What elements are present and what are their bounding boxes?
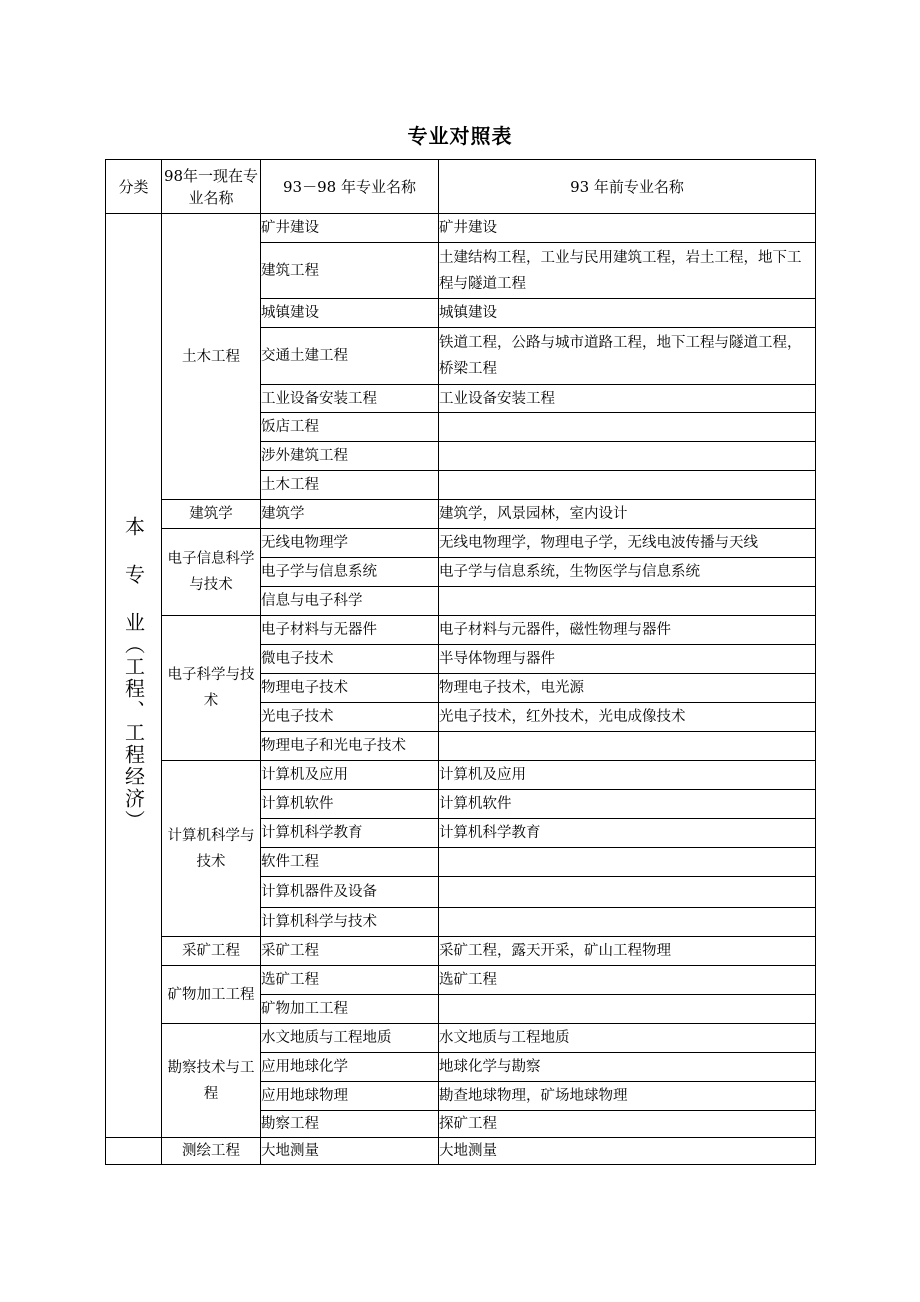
page-title: 专业对照表: [407, 124, 513, 148]
mid-major-cell: 城镇建设: [261, 299, 439, 328]
old-major-cell: 电子学与信息系统，生物医学与信息系统: [439, 558, 816, 587]
mid-major-cell: 电子学与信息系统: [261, 558, 439, 587]
table-row: [106, 529, 816, 558]
old-major-cell: 光电子技术，红外技术，光电成像技术: [439, 703, 816, 732]
mid-major-cell: 计算机科学教育: [261, 819, 439, 848]
mid-major-cell: 勘察工程: [261, 1111, 439, 1138]
old-major-cell: 无线电物理学，物理电子学，无线电波传播与天线: [439, 529, 816, 558]
group-civil-engineering: 土木工程: [162, 214, 261, 500]
table-row: [106, 1024, 816, 1053]
category-main: [106, 214, 162, 1138]
mid-major-cell: 物理电子技术: [261, 674, 439, 703]
mid-major-cell: 软件工程: [261, 848, 439, 877]
table-header-row: [106, 160, 816, 214]
mid-major-cell: 计算机器件及设备: [261, 877, 439, 908]
old-major-cell: 采矿工程，露天开采，矿山工程物理: [439, 937, 816, 966]
mid-major-cell: 计算机及应用: [261, 761, 439, 790]
old-major-cell: 探矿工程: [439, 1111, 816, 1138]
old-major-cell: [439, 413, 816, 442]
table-row: [106, 616, 816, 645]
old-major-cell: 电子材料与元器件，磁性物理与器件: [439, 616, 816, 645]
old-major-cell: 勘查地球物理，矿场地球物理: [439, 1082, 816, 1111]
table-row: [106, 937, 816, 966]
mid-major-cell: 选矿工程: [261, 966, 439, 995]
mid-major-cell: 计算机软件: [261, 790, 439, 819]
mid-major-cell: 矿井建设: [261, 214, 439, 243]
old-major-cell: [439, 587, 816, 616]
mid-major-cell: 采矿工程: [261, 937, 439, 966]
old-major-cell: [439, 442, 816, 471]
table-row: [106, 761, 816, 790]
old-major-cell: 地球化学与勘察: [439, 1053, 816, 1082]
old-major-cell: [439, 848, 816, 877]
mid-major-cell: 大地测量: [261, 1138, 439, 1165]
mid-major-cell: 物理电子和光电子技术: [261, 732, 439, 761]
mid-major-cell: 信息与电子科学: [261, 587, 439, 616]
mid-major-cell: 建筑工程: [261, 243, 439, 299]
old-major-cell: [439, 995, 816, 1024]
old-major-cell: 建筑学，风景园林，室内设计: [439, 500, 816, 529]
old-major-cell: 计算机科学教育: [439, 819, 816, 848]
old-major-cell: [439, 877, 816, 908]
mid-major-cell: 光电子技术: [261, 703, 439, 732]
group-mining-engineering: 采矿工程: [162, 937, 261, 966]
table-row: [106, 214, 816, 243]
old-major-cell: 物理电子技术，电光源: [439, 674, 816, 703]
old-major-cell: 水文地质与工程地质: [439, 1024, 816, 1053]
old-major-cell: 土建结构工程，工业与民用建筑工程，岩土工程，地下工程与隧道工程: [439, 243, 816, 299]
mid-major-cell: 无线电物理学: [261, 529, 439, 558]
mid-major-cell: 土木工程: [261, 471, 439, 500]
header-93-98-major: 93－98 年专业名称: [261, 160, 439, 214]
group-geomatics: 测绘工程: [162, 1138, 261, 1165]
old-major-cell: 选矿工程: [439, 966, 816, 995]
mid-major-cell: 矿物加工工程: [261, 995, 439, 1024]
old-major-cell: 计算机及应用: [439, 761, 816, 790]
header-category: 分类: [106, 160, 162, 214]
group-electronic-science: 电子科学与技术: [162, 616, 261, 761]
group-electronic-information: 电子信息科学与技术: [162, 529, 261, 616]
mid-major-cell: 涉外建筑工程: [261, 442, 439, 471]
group-survey-technology: 勘察技术与工程: [162, 1024, 261, 1138]
group-mineral-processing: 矿物加工工程: [162, 966, 261, 1024]
category-empty-cell: [106, 1138, 162, 1165]
header-current-major: 98年一现在专业名称: [162, 160, 261, 214]
mid-major-cell: 计算机科学与技术: [261, 908, 439, 937]
table-row: [106, 500, 816, 529]
table-row: [106, 966, 816, 995]
mid-major-cell: 水文地质与工程地质: [261, 1024, 439, 1053]
mid-major-cell: 工业设备安装工程: [261, 385, 439, 413]
mid-major-cell: 应用地球物理: [261, 1082, 439, 1111]
mid-major-cell: 饭店工程: [261, 413, 439, 442]
mid-major-cell: 电子材料与无器件: [261, 616, 439, 645]
old-major-cell: [439, 908, 816, 937]
old-major-cell: 半导体物理与器件: [439, 645, 816, 674]
mid-major-cell: 微电子技术: [261, 645, 439, 674]
group-architecture: 建筑学: [162, 500, 261, 529]
mid-major-cell: 建筑学: [261, 500, 439, 529]
group-computer-science: 计算机科学与技术: [162, 761, 261, 937]
mid-major-cell: 交通土建工程: [261, 328, 439, 385]
category-main-label: 本 专 业（工程、工程经济）: [121, 515, 146, 832]
old-major-cell: [439, 471, 816, 500]
table-row: [106, 1138, 816, 1165]
old-major-cell: 矿井建设: [439, 214, 816, 243]
old-major-cell: [439, 732, 816, 761]
old-major-cell: 大地测量: [439, 1138, 816, 1165]
major-comparison-table: [105, 159, 816, 1165]
old-major-cell: 工业设备安装工程: [439, 385, 816, 413]
old-major-cell: 铁道工程，公路与城市道路工程，地下工程与隧道工程，桥梁工程: [439, 328, 816, 385]
old-major-cell: 计算机软件: [439, 790, 816, 819]
mid-major-cell: 应用地球化学: [261, 1053, 439, 1082]
header-pre-93-major: 93 年前专业名称: [439, 160, 816, 214]
old-major-cell: 城镇建设: [439, 299, 816, 328]
